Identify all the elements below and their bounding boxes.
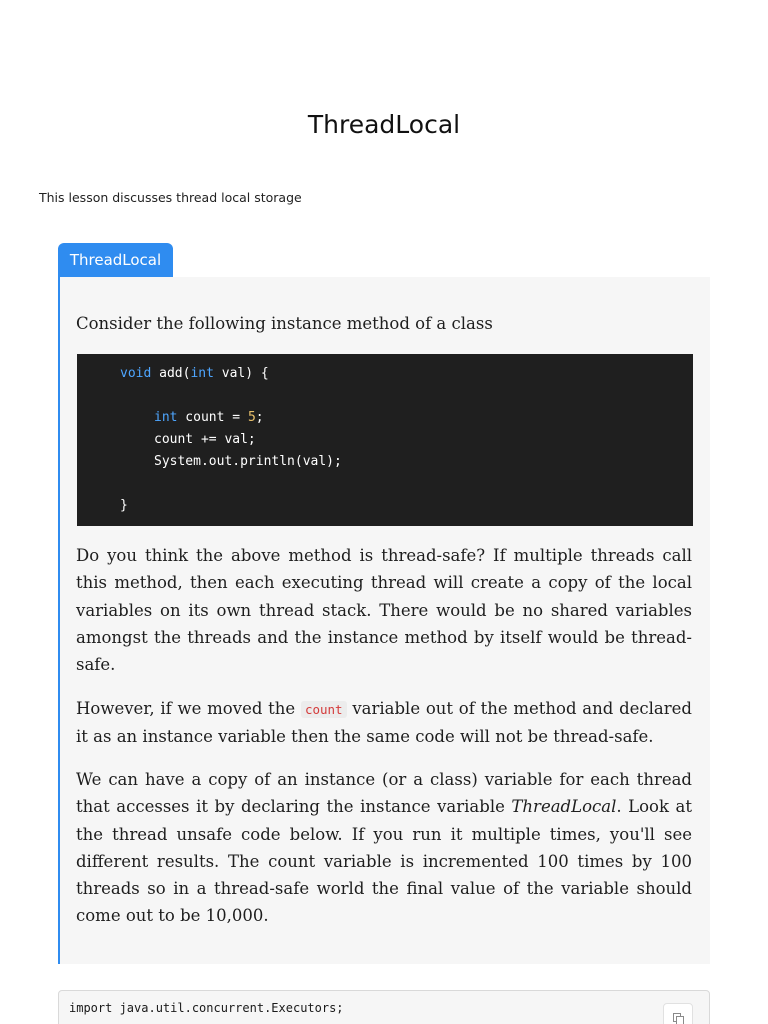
code-text: add(	[151, 366, 191, 381]
code-line: count += val;	[154, 432, 256, 447]
paragraph-threadlocal	[76, 766, 692, 930]
code-keyword: int	[154, 410, 178, 425]
emphasis-text: ThreadLocal	[511, 797, 617, 817]
code-number: 5	[247, 410, 256, 425]
copy-button[interactable]	[663, 1003, 693, 1024]
inline-code: count	[301, 701, 347, 718]
paragraph-text: We can have a copy of an instance (or a class) variable for each thread that accesses it by declaring the instance variable	[76, 770, 692, 817]
code-widget	[58, 990, 710, 1024]
paragraph-instance-variable	[76, 695, 692, 751]
code-line: }	[120, 498, 128, 513]
code-text: val) {	[213, 366, 269, 381]
intro-text: Consider the following instance method of a class	[76, 314, 493, 333]
code-keyword: void	[120, 366, 152, 381]
tab-threadlocal[interactable]: ThreadLocal	[58, 243, 173, 277]
lesson-description: This lesson discusses thread local storage	[39, 190, 302, 205]
paragraph-thread-safety: Do you think the above method is thread-safe? If multiple threads call this method, then each executing thread will create a copy of the local variables on its own thread stack. There would be no shared variables amongst the threads and the instance method by itself would be thread-safe.	[76, 546, 692, 675]
page-title: ThreadLocal	[307, 110, 461, 139]
code-line	[154, 410, 264, 425]
paragraph-text: However, if we moved the	[76, 699, 301, 718]
code-line: System.out.println(val);	[154, 454, 342, 469]
code-text: ;	[255, 410, 264, 425]
code-text: count =	[177, 410, 248, 425]
paragraph-text: variable out of the method and declared it as an instance variable then the same code will not be thread-safe.	[76, 699, 692, 747]
paragraph-text: . Look at the thread unsafe code below. If you run it multiple times, you'll see different results. The count variable is incremented 100 times by 100 threads so in a thread-safe world the final value of the variable should come out to be 10,000.	[76, 797, 692, 926]
code-line	[120, 366, 269, 381]
copy-icon	[673, 1013, 685, 1024]
code-line: import java.util.concurrent.Executors;	[69, 1001, 344, 1015]
code-block	[77, 354, 693, 526]
code-keyword: int	[190, 366, 214, 381]
